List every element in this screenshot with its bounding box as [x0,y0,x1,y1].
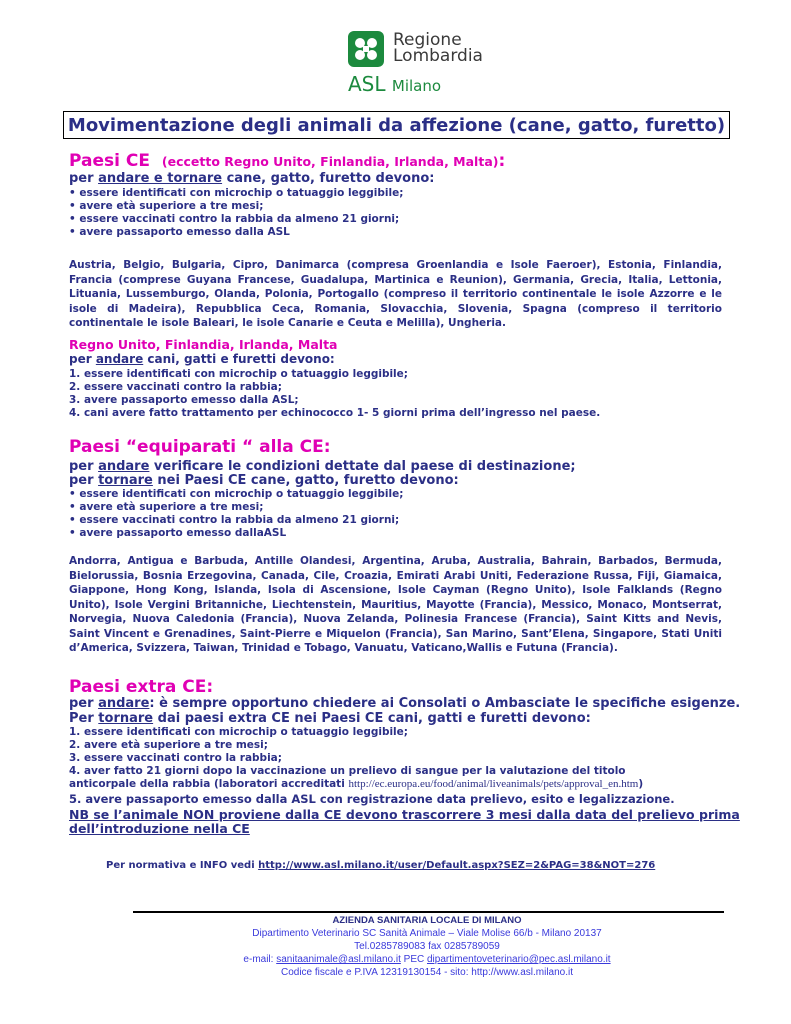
section-uk-intro [69,353,335,366]
line-pre: per [69,473,99,488]
section-equiparati-line2 [69,473,459,488]
line-pre: Per [69,711,99,726]
section-ce-countries: Austria, Belgio, Bulgaria, Cipro, Danimarca (compresa Groenlandia e Isole Faeroer), Estonia, Finlandia, Francia (comprese Guyana Francese, Guadalupa, Martinica e Reunion), Germania, Grecia, Italia, Lettonia, Lituania, Lussemburgo, Olanda, Polonia, Portogallo (compreso il territorio continentale le isole Azzorre e le isole di Madeira), Repubblica Ceca, Romania, Slovacchia, Slovenia, Spagna (compreso il territorio continentale le isole Baleari, le isole Canarie e Ceuta e Melilla), Ungheria. [69,259,722,329]
list-item: 3. avere passaporto emesso dalla ASL; [69,394,299,406]
list-item: 4. cani avere fatto trattamento per echinococco 1- 5 giorni prima dell’ingresso nel paese. [69,407,601,419]
intro-pre: per [69,352,96,366]
pec-email-link[interactable]: dipartimentoveterinario@pec.asl.milano.it [427,954,611,965]
list-item: • essere identificati con microchip o tatuaggio leggibile; [69,488,404,500]
asl-city: Milano [391,77,442,95]
section-ce-heading [69,151,505,171]
footer [130,914,724,979]
intro-pre: per [69,171,99,186]
line-post: nei Paesi CE cane, gatto, furetto devono: [152,473,459,488]
list-item: • essere identificati con microchip o tatuaggio leggibile; [69,187,404,199]
line-post: : è sempre opportuno chiedere ai Consolati o Ambasciate le specifiche esigenze. [149,696,741,711]
section-ce-intro [69,171,434,186]
section-extra-line2 [69,711,591,726]
heading-sub: (eccetto Regno Unito, Finlandia, Irlanda, Malta) [161,154,499,169]
section-equiparati-line1 [69,459,576,474]
section-uk-list [69,368,600,420]
line-underlined: tornare [98,473,153,488]
footer-phone: Tel.0285789083 fax 0285789059 [354,941,500,952]
intro-post: cane, gatto, furetto devono: [222,171,435,186]
regione-lombardia-logo-icon [348,31,384,67]
section-uk-heading: Regno Unito, Finlandia, Irlanda, Malta [69,337,338,352]
list-item: 1. essere identificati con microchip o tatuaggio leggibile; [69,726,408,738]
list-item: 2. avere età superiore a tre mesi; [69,739,268,751]
list-item: • essere vaccinati contro la rabbia da almeno 21 giorni; [69,514,400,526]
nb-note-line1: NB se l’animale NON proviene dalla CE devono trascorrere 3 mesi dalla data del prelievo prima [69,807,740,822]
email-link[interactable]: sanitaanimale@asl.milano.it [276,954,401,965]
list-item [69,778,643,791]
list-item: • essere vaccinati contro la rabbia da almeno 21 giorni; [69,213,400,225]
list-item: • avere passaporto emesso dalla ASL [69,226,290,238]
list-item: • avere età superiore a tre mesi; [69,501,264,513]
pec-label: PEC [400,954,427,965]
section-equiparati-list [69,488,403,540]
section-extra-list [69,726,643,791]
section-equiparati-countries: Andorra, Antigua e Barbuda, Antille Olandesi, Argentina, Aruba, Australia, Bahrain, Barbados, Bermuda, Bielorussia, Bosnia Erzegovina, Canada, Cile, Croazia, Emirati Arabi Uniti, Federazione Russa, Fiji, Giamaica, Giappone, Hong Kong, Islanda, Isola di Ascensione, Isole Cayman (Regno Unito), Isole Falklands (Regno Unito), Isole Vergini Britanniche, Liechtenstein, Mauritius, Mayotte (Francia), Messico, Monaco, Montserrat, Norvegia, Nuova Caledonia (Francia), Nuova Zelanda, Polinesia Francese (Francia), Saint Kitts and Nevis, Saint Vincent e Grenadines, Saint-Pierre e Miquelon (Francia), San Marino, Sant’Elena, Singapore, Stati Uniti d’America, Svizzera, Taiwan, Trinidad e Tobago, Vanuatu, Vaticano,Wallis e Futuna (Francia). [69,555,722,654]
heading-colon: : [498,151,506,171]
email-label: e-mail: [243,954,277,965]
list-item: 3. essere vaccinati contro la rabbia; [69,752,282,764]
logo-line1: Regione [393,30,462,50]
list-item: 1. essere identificati con microchip o tatuaggio leggibile; [69,368,408,380]
intro-underlined: andare [95,352,144,366]
intro-underlined: andare e tornare [98,171,223,186]
item-text: anticorpale della rabbia (laboratori accreditati [69,778,349,790]
section-ce-list [69,187,403,239]
info-line [106,858,655,873]
footer-fiscal: Codice fiscale e P.IVA 12319130154 - sito: http://www.asl.milano.it [280,967,574,978]
footer-email-line [130,953,724,966]
section-equiparati-heading: Paesi “equiparati “ alla CE: [69,437,331,457]
list-item: 4. aver fatto 21 giorni dopo la vaccinazione un prelievo di sangue per la valutazione del titolo [69,765,626,777]
nb-note-line2: dell’introduzione nella CE [69,821,250,836]
line-post: verificare le condizioni dettate dal paese di destinazione; [149,459,576,474]
line-underlined: andare [98,459,150,474]
accredited-labs-link[interactable]: http://ec.europa.eu/food/animal/liveanimals/pets/approval_en.htm [348,778,639,790]
logo-line2: Lombardia [393,46,483,66]
footer-org: AZIENDA SANITARIA LOCALE DI MILANO [332,915,522,926]
footer-divider [133,911,724,913]
line-underlined: tornare [98,711,154,726]
list-item: 2. essere vaccinati contro la rabbia; [69,381,282,393]
asl-info-link[interactable]: http://www.asl.milano.it/user/Default.aspx?SEZ=2&PAG=38&NOT=276 [258,860,656,871]
section-extra-heading: Paesi extra CE: [69,677,214,697]
footer-address: Dipartimento Veterinario SC Sanità Animale – Viale Molise 66/b - Milano 20137 [252,928,602,939]
asl-logo [348,72,441,96]
line-pre: per [69,459,99,474]
list-item: • avere età superiore a tre mesi; [69,200,264,212]
line-pre: per [69,696,99,711]
intro-post: cani, gatti e furetti devono: [143,352,335,366]
list-item: • avere passaporto emesso dallaASL [69,527,287,539]
line-post: dai paesi extra CE nei Paesi CE cani, gatti e furetti devono: [153,711,591,726]
list-item: 5. avere passaporto emesso dalla ASL con registrazione data prelievo, esito e legalizzazione. [69,792,675,806]
heading-main: Paesi CE [69,151,150,171]
section-extra-line1 [69,696,740,711]
page-title: Movimentazione degli animali da affezione (cane, gatto, furetto) [63,111,730,139]
item-close: ) [638,778,644,790]
asl-label: ASL [348,72,386,96]
info-pre: Per normativa e INFO vedi [106,860,259,871]
line-underlined: andare [98,696,150,711]
